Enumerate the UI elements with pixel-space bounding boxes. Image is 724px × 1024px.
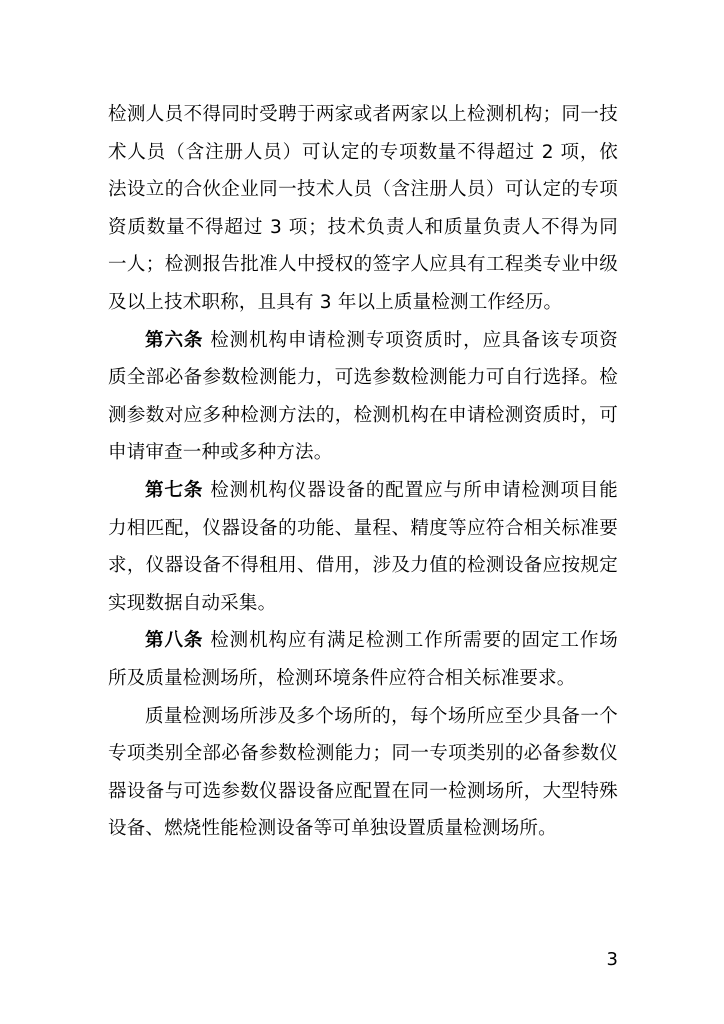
article-8-paragraph xyxy=(108,622,618,697)
article-6-paragraph xyxy=(108,322,618,472)
article-6-heading: 第六条 xyxy=(145,329,204,351)
article-8-heading: 第八条 xyxy=(145,630,204,652)
article-7-text: 检测机构仪器设备的配置应与所申请检测项目能力相匹配，仪器设备的功能、量程、精度等应符合相关标准要求，仪器设备不得租用、借用，涉及力值的检测设备应按规定实现数据自动采集。 xyxy=(108,479,618,614)
document-body xyxy=(108,96,618,848)
page-number: 3 xyxy=(606,949,618,970)
paragraph-continuation: 检测人员不得同时受聘于两家或者两家以上检测机构；同一技术人员（含注册人员）可认定的专项数量不得超过 2 项，依法设立的合伙企业同一技术人员（含注册人员）可认定的专项资质数量不得超过 3 项；技术负责人和质量负责人不得为同一人；检测报告批准人中授权的签字人应具有工程类专业中级及以上技术职称，且具有 3 年以上质量检测工作经历。 xyxy=(108,104,618,313)
article-8-text: 检测机构应有满足检测工作所需要的固定工作场所及质量检测场所，检测环境条件应符合相关标准要求。 xyxy=(108,630,618,689)
article-7-paragraph xyxy=(108,472,618,622)
article-7-heading: 第七条 xyxy=(145,479,204,501)
article-6-text: 检测机构申请检测专项资质时，应具备该专项资质全部必备参数检测能力，可选参数检测能力可自行选择。检测参数对应多种检测方法的，检测机构在申请检测资质时，可申请审查一种或多种方法。 xyxy=(108,329,618,464)
article-8-subparagraph: 质量检测场所涉及多个场所的，每个场所应至少具备一个专项类别全部必备参数检测能力；同一专项类别的必备参数仪器设备与可选参数仪器设备应配置在同一检测场所，大型特殊设备、燃烧性能检测设备等可单独设置质量检测场所。 xyxy=(108,705,618,840)
